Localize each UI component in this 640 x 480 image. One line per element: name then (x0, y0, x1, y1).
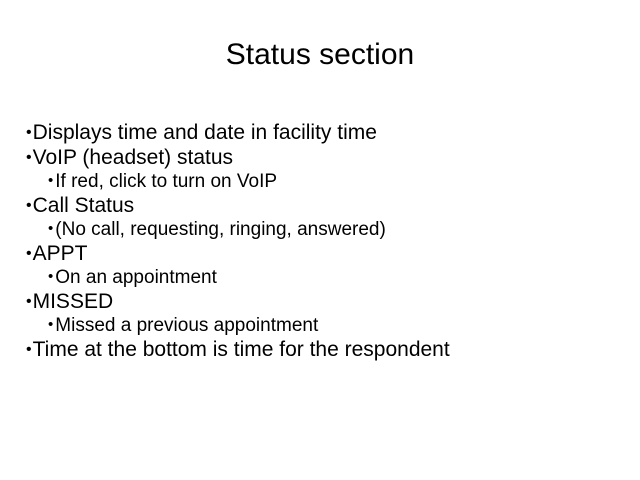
list-item-label: VoIP (headset) status (32, 146, 234, 169)
list-item (26, 291, 616, 312)
bullet-marker-icon: • (26, 341, 32, 358)
list-item (26, 339, 616, 360)
list-item-label: MISSED (32, 290, 114, 313)
bullet-marker-icon: • (48, 316, 54, 333)
list-item-label: On an appointment (55, 267, 217, 288)
bullet-marker-icon: • (26, 149, 32, 166)
bullet-marker-icon: • (48, 172, 54, 189)
bullet-marker-icon: • (26, 197, 32, 214)
list-item (26, 268, 616, 287)
list-item (26, 316, 616, 335)
list-item (26, 122, 616, 143)
bullet-marker-icon: • (26, 124, 32, 141)
list-item-label: Missed a previous appointment (55, 315, 319, 336)
list-item-label: Call Status (32, 194, 135, 217)
bullet-marker-icon: • (48, 220, 54, 237)
bullet-marker-icon: • (26, 293, 32, 310)
list-item-label: (No call, requesting, ringing, answered) (55, 219, 386, 240)
page-title: Status section (225, 38, 415, 71)
list-item-label: APPT (32, 242, 88, 265)
list-item (26, 220, 616, 239)
list-item-label: Time at the bottom is time for the respondent (32, 338, 450, 361)
list-item (26, 243, 616, 264)
list-item-label: If red, click to turn on VoIP (55, 171, 278, 192)
bullet-marker-icon: • (48, 268, 54, 285)
list-item (26, 172, 616, 191)
list-item (26, 147, 616, 168)
bullet-marker-icon: • (26, 245, 32, 262)
bullet-list (26, 122, 616, 364)
list-item-label: Displays time and date in facility time (32, 121, 377, 144)
list-item (26, 195, 616, 216)
